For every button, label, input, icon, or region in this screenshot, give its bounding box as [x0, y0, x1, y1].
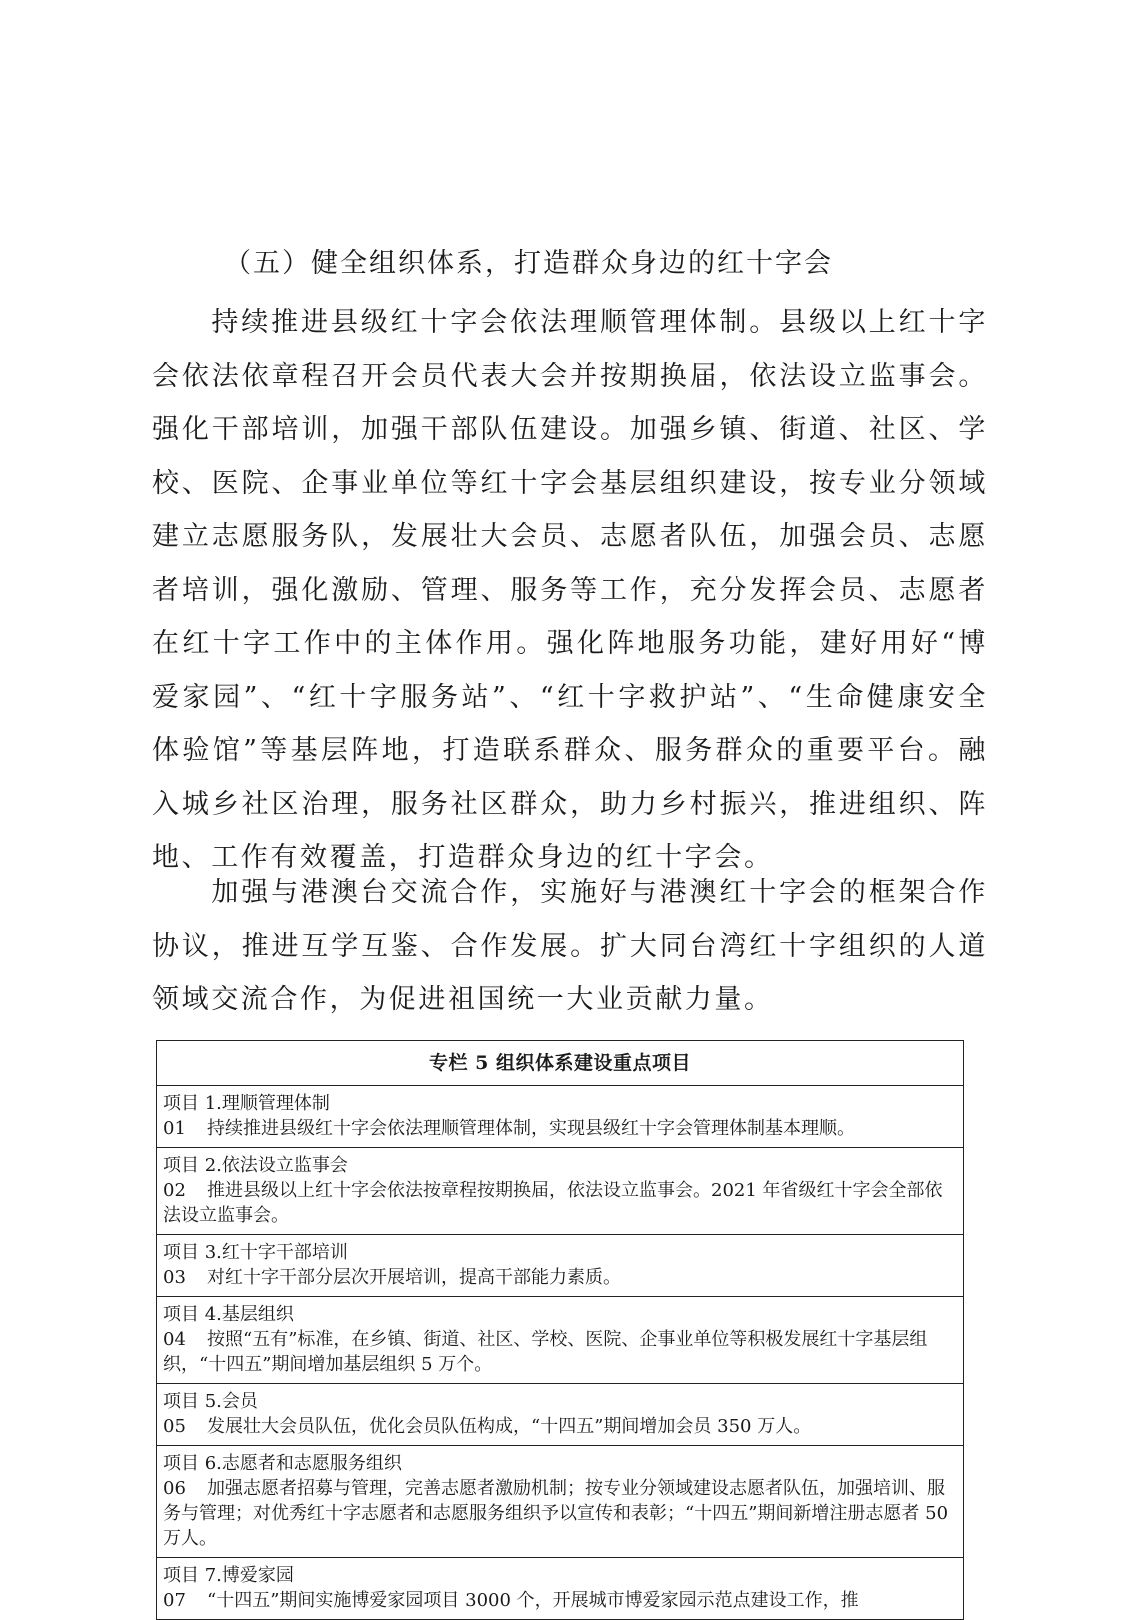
project-item — [157, 1148, 963, 1235]
project-number: 04 — [163, 1329, 186, 1350]
project-desc-line — [163, 1327, 957, 1377]
column-box — [156, 1040, 964, 1620]
body-paragraph-2: 加强与港澳台交流合作，实施好与港澳红十字会的框架合作协议，推进互学互鉴、合作发展。扩大同台湾红十字组织的人道领域交流合作，为促进祖国统一大业贡献力量。 — [152, 877, 988, 1015]
project-item — [157, 1235, 963, 1297]
project-desc-line — [163, 1588, 957, 1613]
project-item — [157, 1446, 963, 1558]
project-number: 07 — [163, 1590, 186, 1611]
project-number: 02 — [163, 1180, 186, 1201]
project-item — [157, 1384, 963, 1446]
project-item — [157, 1297, 963, 1384]
project-desc-line — [163, 1265, 957, 1290]
project-number: 05 — [163, 1416, 186, 1437]
project-desc-line — [163, 1116, 957, 1141]
project-desc-line — [163, 1476, 957, 1551]
project-desc-line — [163, 1414, 957, 1439]
project-number: 03 — [163, 1267, 186, 1288]
project-description: 推进县级以上红十字会依法按章程按期换届，依法设立监事会。2021 年省级红十字会全部依法设立监事会。 — [163, 1180, 943, 1226]
project-name: 项目 3.红十字干部培训 — [163, 1242, 348, 1263]
column-box-title: 专栏 5 组织体系建设重点项目 — [157, 1041, 963, 1086]
project-description: 持续推进县级红十字会依法理顺管理体制，实现县级红十字会管理体制基本理顺。 — [207, 1118, 855, 1139]
project-name: 项目 4.基层组织 — [163, 1304, 294, 1325]
project-desc-line — [163, 1178, 957, 1228]
project-name: 项目 6.志愿者和志愿服务组织 — [163, 1453, 402, 1474]
project-name: 项目 2.依法设立监事会 — [163, 1155, 348, 1176]
project-description: 发展壮大会员队伍，优化会员队伍构成，“十四五”期间增加会员 350 万人。 — [207, 1416, 812, 1437]
project-name: 项目 1.理顺管理体制 — [163, 1093, 330, 1114]
project-description: 加强志愿者招募与管理，完善志愿者激励机制；按专业分领域建设志愿者队伍，加强培训、服务与管理；对优秀红十字志愿者和志愿服务组织予以宣传和表彰；“十四五”期间新增注册志愿者 50 万人。 — [163, 1478, 949, 1549]
project-name: 项目 7.博爱家园 — [163, 1565, 294, 1586]
project-description: 对红十字干部分层次开展培训，提高干部能力素质。 — [207, 1267, 621, 1288]
project-item — [157, 1558, 963, 1619]
project-description: “十四五”期间实施博爱家园项目 3000 个，开展城市博爱家园示范点建设工作，推 — [207, 1590, 859, 1611]
project-name: 项目 5.会员 — [163, 1391, 258, 1412]
project-item — [157, 1086, 963, 1148]
project-number: 01 — [163, 1118, 186, 1139]
project-number: 06 — [163, 1478, 186, 1499]
body-paragraph-1: 持续推进县级红十字会依法理顺管理体制。县级以上红十字会依法依章程召开会员代表大会并按期换届，依法设立监事会。强化干部培训，加强干部队伍建设。加强乡镇、街道、社区、学校、医院、企事业单位等红十字会基层组织建设，按专业分领域建立志愿服务队，发展壮大会员、志愿者队伍，加强会员、志愿者培训，强化激励、管理、服务等工作，充分发挥会员、志愿者在红十字工作中的主体作用。强化阵地服务功能，建好用好“博爱家园”、“红十字服务站”、“红十字救护站”、“生命健康安全体验馆”等基层阵地，打造联系群众、服务群众的重要平台。融入城乡社区治理，服务社区群众，助力乡村振兴，推进组织、阵地、工作有效覆盖，打造群众身边的红十字会。 — [152, 307, 988, 873]
project-description: 按照“五有”标准，在乡镇、街道、社区、学校、医院、企事业单位等积极发展红十字基层组织，“十四五”期间增加基层组织 5 万个。 — [163, 1329, 928, 1375]
section-heading: （五）健全组织体系，打造群众身边的红十字会 — [224, 248, 833, 279]
